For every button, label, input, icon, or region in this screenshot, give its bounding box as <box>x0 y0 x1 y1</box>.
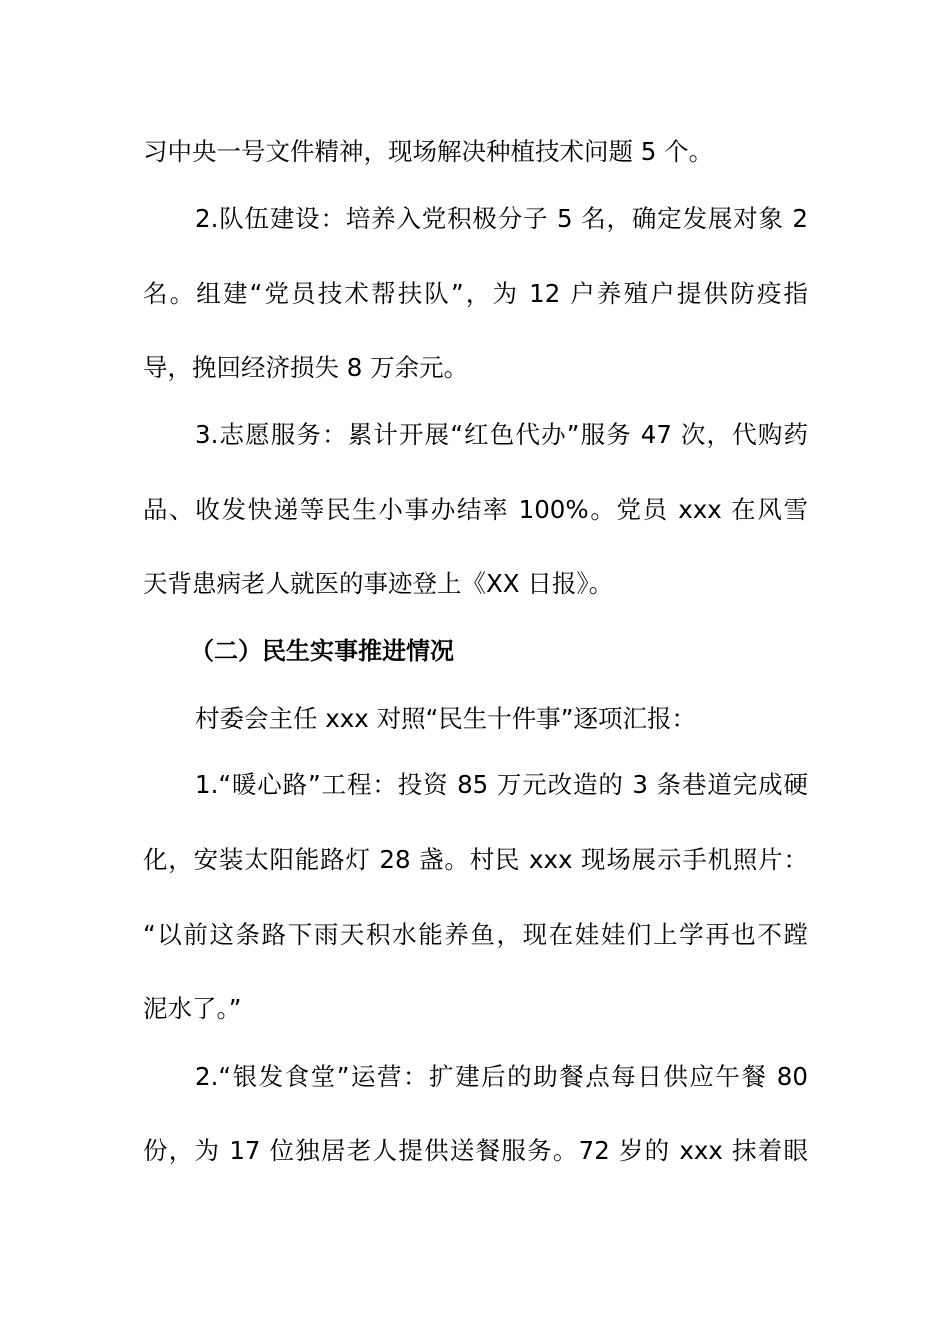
paragraph-line: 2.“银发食堂”运营：扩建后的助餐点每日供应午餐 80 <box>195 1062 808 1091</box>
paragraph-line: 3.志愿服务：累计开展“红色代办”服务 47 次，代购药 <box>195 420 808 449</box>
paragraph-line: 天背患病老人就医的事迹登上《XX 日报》。 <box>143 569 614 598</box>
paragraph-line: 村委会主任 xxx 对照“民生十件事”逐项汇报： <box>195 704 696 733</box>
paragraph-line: 习中央一号文件精神，现场解决种植技术问题 5 个。 <box>143 137 714 166</box>
paragraph-line: 泥水了。” <box>143 994 242 1023</box>
paragraph-line: “以前这条路下雨天积水能养鱼，现在娃娃们上学再也不蹚 <box>143 920 808 949</box>
paragraph-line: 名。组建“党员技术帮扶队”，为 12 户养殖户提供防疫指 <box>143 279 808 308</box>
paragraph-line: 导，挽回经济损失 8 万余元。 <box>143 353 469 382</box>
section-heading: （二）民生实事推进情况 <box>190 637 454 665</box>
paragraph-line: 1.“暖心路”工程：投资 85 万元改造的 3 条巷道完成硬 <box>195 770 808 799</box>
paragraph-line: 品、收发快递等民生小事办结率 100%。党员 xxx 在风雪 <box>143 495 808 524</box>
paragraph-line: 份，为 17 位独居老人提供送餐服务。72 岁的 xxx 抹着眼 <box>143 1136 808 1165</box>
paragraph-line: 2.队伍建设：培养入党积极分子 5 名，确定发展对象 2 <box>195 204 808 233</box>
paragraph-line: 化，安装太阳能路灯 28 盏。村民 xxx 现场展示手机照片： <box>143 845 808 874</box>
